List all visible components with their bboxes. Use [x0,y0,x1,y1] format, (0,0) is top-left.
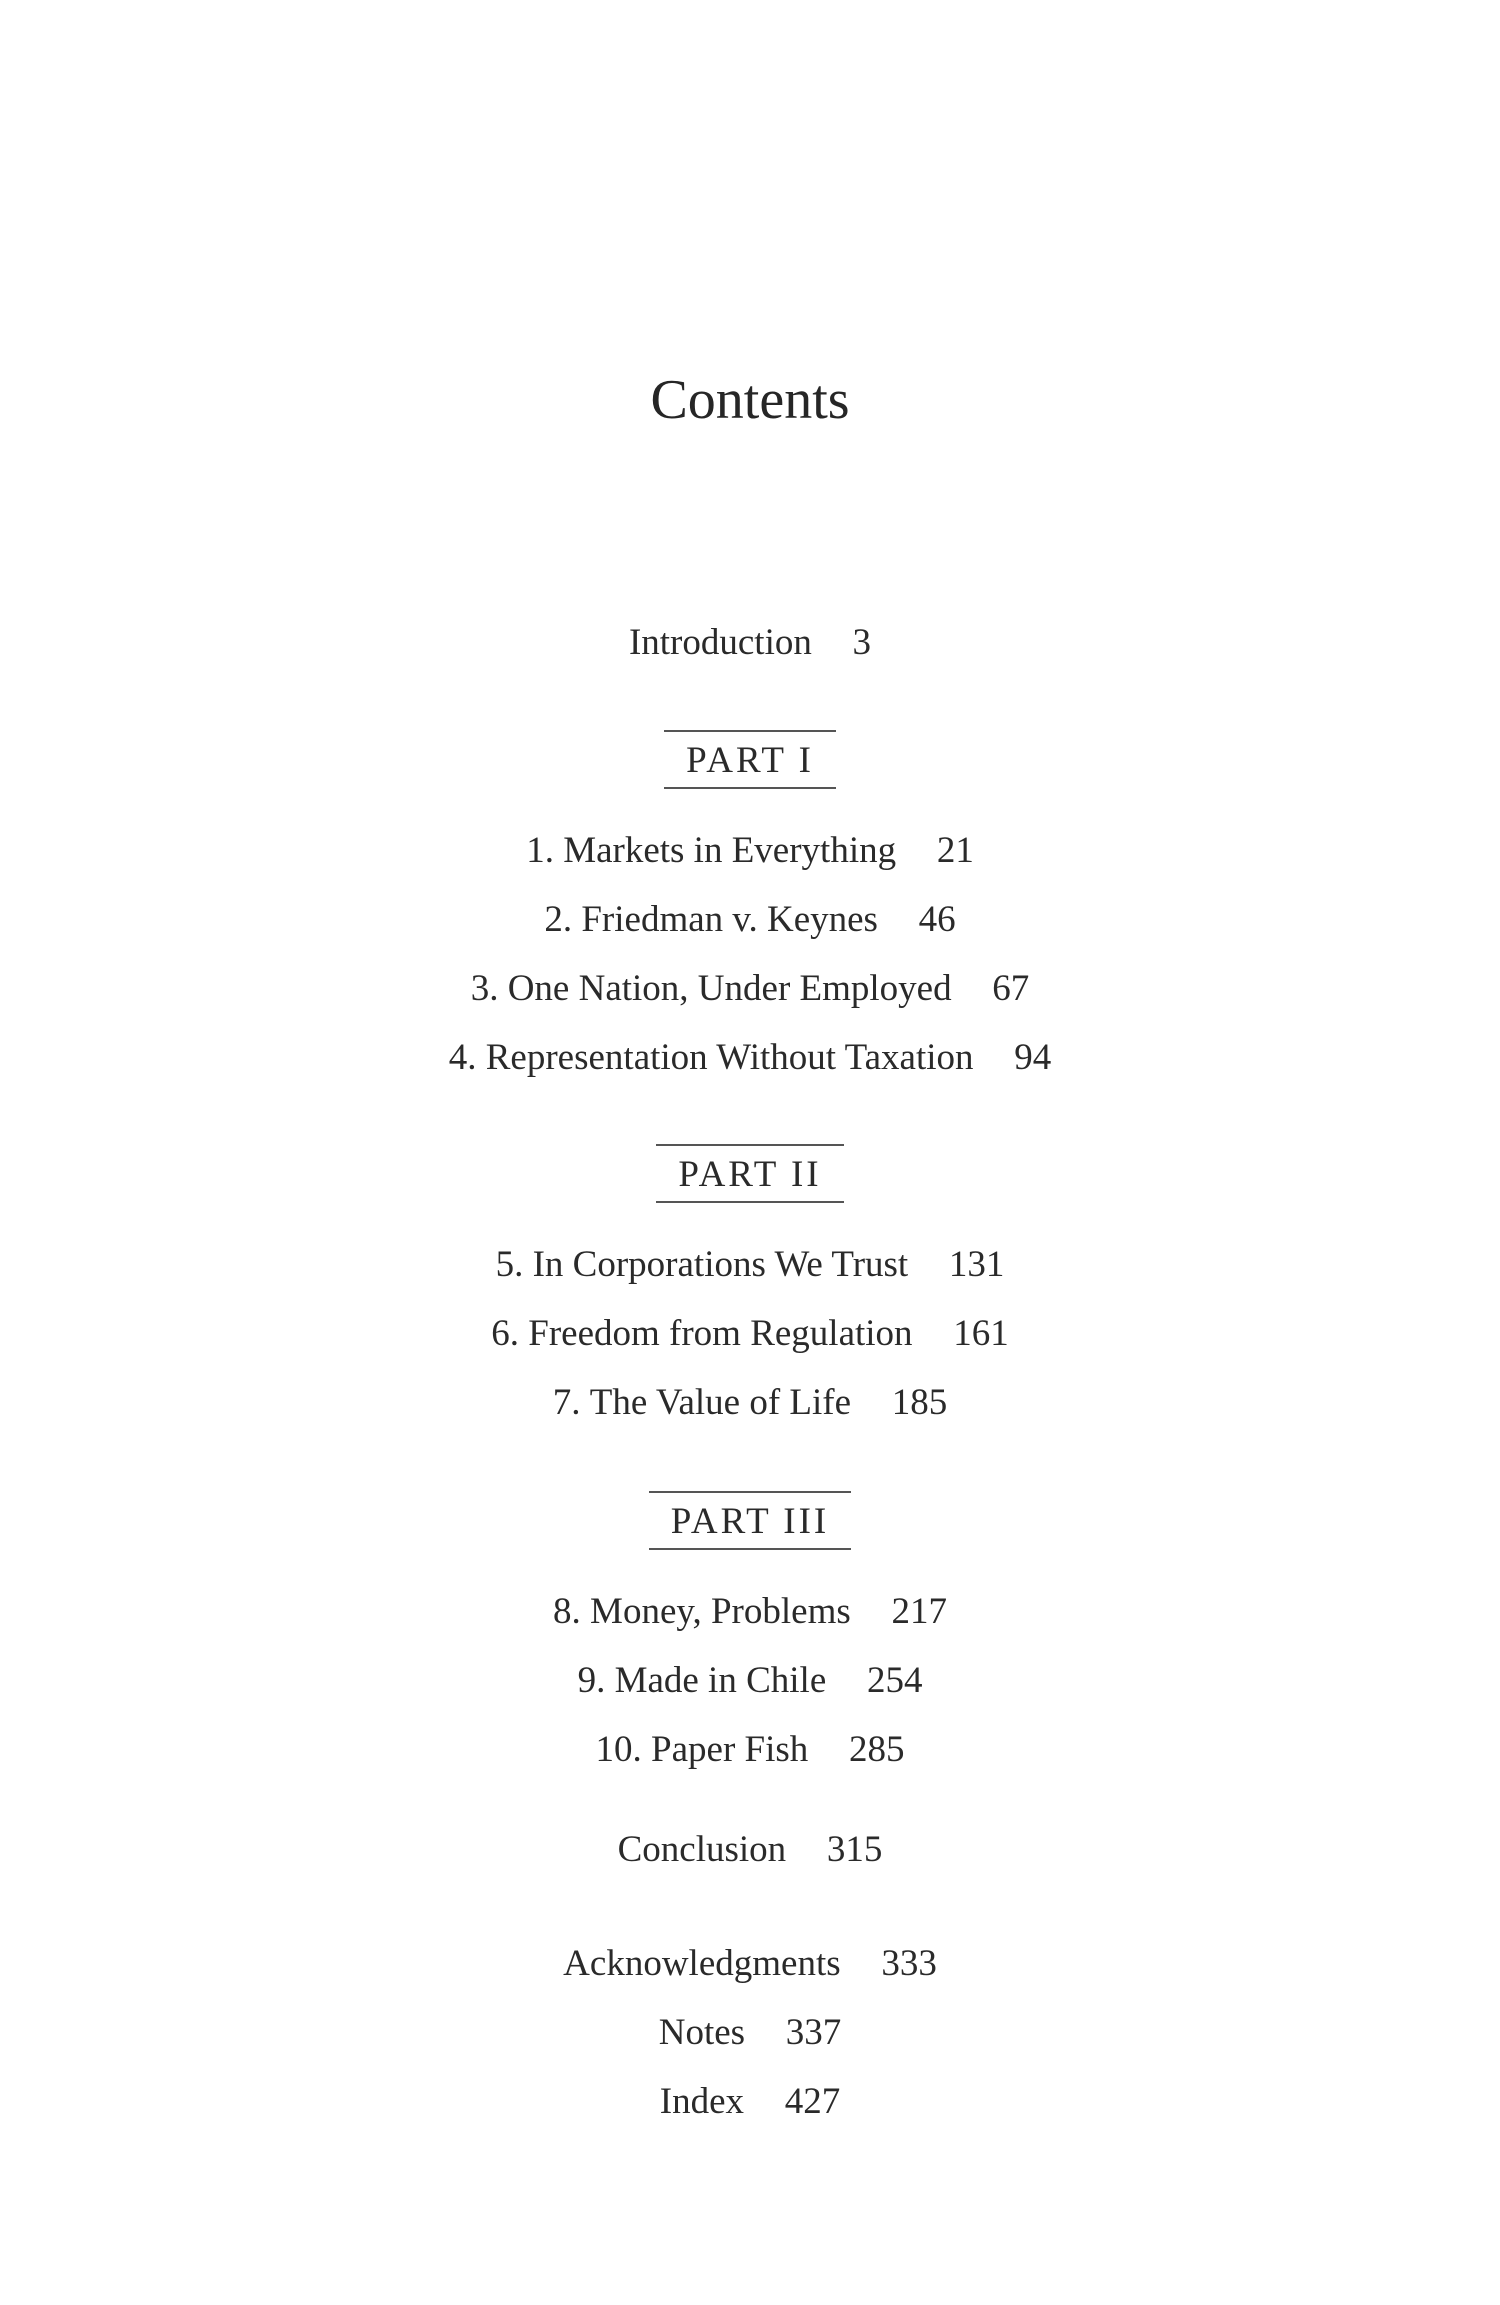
chapter-number: 3. [470,968,499,1009]
chapter-page: 285 [848,1729,905,1770]
toc-entry-chapter-9[interactable] [0,1662,1500,1699]
chapter-page: 254 [866,1660,923,1701]
chapter-number: 1. [526,830,554,871]
chapter-page: 67 [992,968,1030,1009]
toc-entry-introduction[interactable] [0,624,1500,661]
chapter-number: 9. [577,1660,606,1701]
chapter-number: 6. [491,1313,519,1354]
toc-entry-index[interactable] [0,2083,1500,2120]
chapter-page: 185 [891,1382,948,1423]
chapter-title: Friedman v. Keynes [581,899,878,940]
chapter-page: 131 [948,1244,1005,1285]
toc-entry-chapter-1[interactable] [0,832,1500,869]
part-label: PART III [649,1491,852,1550]
chapter-title: Paper Fish [651,1729,809,1770]
part-heading-2 [0,1144,1500,1203]
chapter-number: 10. [595,1729,642,1770]
toc-entry-conclusion[interactable] [0,1831,1500,1868]
toc-entry-chapter-2[interactable] [0,901,1500,938]
chapter-title: Money, Problems [590,1591,851,1632]
chapter-title: In Corporations We Trust [532,1244,909,1285]
entry-label: Index [659,2081,745,2122]
toc-entry-chapter-8[interactable] [0,1593,1500,1630]
toc-entry-chapter-7[interactable] [0,1384,1500,1421]
chapter-title: Made in Chile [614,1660,827,1701]
toc-entry-acknowledgments[interactable] [0,1945,1500,1982]
part-heading-1 [0,730,1500,789]
chapter-number: 2. [544,899,573,940]
chapter-number: 4. [448,1037,477,1078]
entry-page: 315 [826,1829,883,1870]
entry-page: 3 [852,622,872,663]
chapter-title: One Nation, Under Employed [507,968,952,1009]
chapter-number: 8. [553,1591,581,1632]
toc-entry-chapter-5[interactable] [0,1246,1500,1283]
chapter-number: 7. [552,1382,581,1423]
entry-page: 333 [881,1943,937,1984]
part-label: PART II [656,1144,843,1203]
chapter-page: 161 [953,1313,1009,1354]
page-title: Contents [650,369,850,431]
toc-entry-notes[interactable] [0,2014,1500,2051]
toc-entry-chapter-10[interactable] [0,1731,1500,1768]
chapter-number: 5. [495,1244,524,1285]
chapter-title: Markets in Everything [563,830,897,871]
chapter-page: 94 [1014,1037,1052,1078]
chapter-title: Representation Without Taxation [485,1037,974,1078]
part-heading-3 [0,1491,1500,1550]
chapter-title: Freedom from Regulation [528,1313,913,1354]
entry-label: Conclusion [617,1829,787,1870]
toc-entry-chapter-3[interactable] [0,970,1500,1007]
entry-label: Notes [658,2012,746,2053]
entry-page: 337 [785,2012,842,2053]
entry-page: 427 [784,2081,841,2122]
part-label: PART I [664,730,836,789]
toc-entry-chapter-6[interactable] [0,1315,1500,1352]
entry-label: Acknowledgments [563,1943,841,1984]
chapter-title: The Value of Life [589,1382,852,1423]
chapter-page: 21 [936,830,974,871]
entry-label: Introduction [628,622,812,663]
chapter-page: 217 [891,1591,947,1632]
toc-entry-chapter-4[interactable] [0,1039,1500,1076]
chapter-page: 46 [918,899,956,940]
